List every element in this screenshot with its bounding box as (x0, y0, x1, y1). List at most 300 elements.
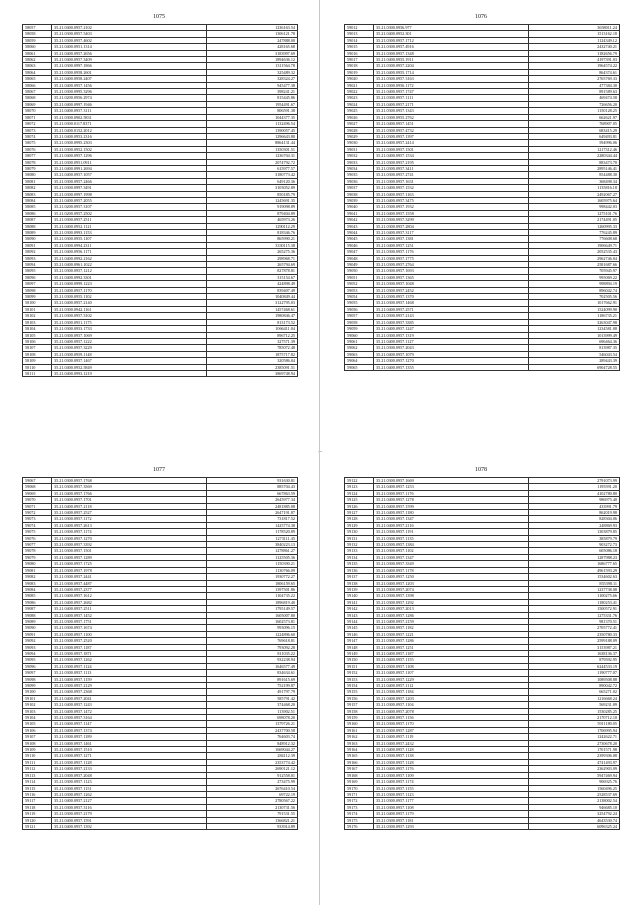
amount-cell: 320586.04 (207, 358, 298, 364)
amount-cell: 615977.57 (207, 165, 298, 171)
amount-cell: 827878.81 (207, 268, 298, 274)
amount-cell: 5911180.05 (529, 721, 620, 727)
row-number-cell: 59162 (345, 734, 374, 740)
amount-cell: 854488.30 (529, 172, 620, 178)
account-code-cell: 35.21.0300.0957.1932 (374, 204, 529, 210)
row-number-cell: 59144 (345, 618, 374, 624)
amount-cell: 1303879.85 (529, 529, 620, 535)
row-number-cell: 59097 (23, 670, 52, 676)
row-number-cell: 59110 (23, 753, 52, 759)
amount-cell: 1132496.54 (207, 121, 298, 127)
amount-cell: 113902.51 (207, 708, 298, 714)
amount-cell: 1500572.91 (529, 606, 620, 612)
amount-cell: 896712.25 (207, 332, 298, 338)
amount-cell: 848912.32 (207, 740, 298, 746)
row-number-cell: 59062 (345, 345, 374, 351)
account-code-cell: 35.21.0300.0957.1177 (374, 798, 529, 804)
account-code-cell: 35.21.0300.0994.2311 (52, 242, 207, 248)
amount-cell: 368498.34 (529, 178, 620, 184)
account-code-cell: 35.21.0400.0957.1472 (52, 708, 207, 714)
account-code-cell: 35.21.0300.0957.4602 (52, 37, 207, 43)
row-number-cell: 58086 (23, 210, 52, 216)
account-code-cell: 35.21.0400.0957.2055 (52, 197, 207, 203)
account-code-cell: 35.21.0300.0957.1775 (374, 255, 529, 261)
account-code-cell: 35.21.0300.0957.1128 (374, 759, 529, 765)
amount-cell: 776608.68 (529, 236, 620, 242)
row-number-cell: 59138 (345, 580, 374, 586)
amount-cell: 667863.59 (207, 490, 298, 496)
row-number-cell: 59030 (345, 140, 374, 146)
row-number-cell: 58108 (23, 351, 52, 357)
account-code-cell: 35.21.0400.0957.1591 (52, 817, 207, 823)
account-code-cell: 35.21.0300.0957.1468 (374, 300, 529, 306)
row-number-cell: 59047 (345, 249, 374, 255)
row-number-cell: 59032 (345, 153, 374, 159)
amount-cell: 1894636.12 (207, 57, 298, 63)
account-code-cell: 35.21.0300.0957.1768 (52, 478, 207, 484)
row-number-cell: 59169 (345, 779, 374, 785)
row-number-cell: 59018 (345, 63, 374, 69)
table-row (345, 364, 620, 370)
amount-cell: 768907.05 (529, 121, 620, 127)
account-code-cell: 35.21.0400.0957.1222 (52, 338, 207, 344)
amount-cell: 2399306.08 (529, 753, 620, 759)
amount-cell: 3869748.94 (207, 370, 298, 376)
row-number-cell: 58081 (23, 178, 52, 184)
amount-cell: 2138002.54 (529, 798, 620, 804)
account-code-cell: 35.21.0400.0957.1456 (52, 82, 207, 88)
row-number-cell: 59088 (23, 612, 52, 618)
account-code-cell: 35.21.0400.0957.1452 (52, 612, 207, 618)
amount-cell: 569231.09 (529, 702, 620, 708)
row-number-cell: 59100 (23, 689, 52, 695)
amount-cell: 2130731.56 (207, 804, 298, 810)
amount-cell: 3254792.24 (529, 811, 620, 817)
row-number-cell: 58065 (23, 76, 52, 82)
amount-cell: 855398.11 (529, 580, 620, 586)
row-number-cell: 59101 (23, 695, 52, 701)
account-code-cell: 35.21.0200.0956.2974 (52, 95, 207, 101)
row-number-cell: 59106 (23, 727, 52, 733)
row-number-cell: 59028 (345, 127, 374, 133)
amount-cell: 2481885.08 (207, 503, 298, 509)
amount-cell: 879592.95 (529, 657, 620, 663)
row-number-cell: 59077 (23, 542, 52, 548)
amount-cell: 665271.02 (529, 689, 620, 695)
account-code-cell: 35.21.0400.0957.1461 (52, 740, 207, 746)
amount-cell: 1457468.61 (207, 306, 298, 312)
page-number: 1076 (475, 14, 487, 20)
account-code-cell: 35.21.0400.0957.1381 (374, 236, 529, 242)
account-code-cell: 35.21.0400.0957.1510 (52, 747, 207, 753)
amount-cell: 605086.18 (529, 548, 620, 554)
row-number-cell: 59096 (23, 663, 52, 669)
amount-cell: 2528537.69 (529, 791, 620, 797)
account-code-cell: 35.21.0400.0957.1163 (374, 191, 529, 197)
amount-cell: 793092.28 (207, 644, 298, 650)
account-code-cell: 35.21.0400.0992.3301 (52, 274, 207, 280)
account-code-cell: 35.21.0400.0957.3111 (52, 108, 207, 114)
account-code-cell: 35.21.0400.0993.1219 (52, 370, 207, 376)
row-number-cell: 59176 (345, 823, 374, 829)
amount-cell: 1217312.46 (529, 146, 620, 152)
row-number-cell: 59121 (23, 823, 52, 829)
row-number-cell: 59086 (23, 599, 52, 605)
row-number-cell: 59056 (345, 306, 374, 312)
amount-cell: 4197391.03 (529, 57, 620, 63)
row-number-cell: 58062 (23, 57, 52, 63)
amount-cell: 1530285.25 (529, 708, 620, 714)
account-code-cell: 35.21.0300.0957.3411 (374, 165, 529, 171)
amount-cell: 1524099.90 (529, 306, 620, 312)
account-code-cell: 35.21.0300.0957.2043 (374, 345, 529, 351)
row-number-cell: 59043 (345, 223, 374, 229)
account-code-cell: 35.21.0400.0957.1725 (52, 561, 207, 567)
amount-cell: 1182656.79 (529, 50, 620, 56)
page-number: 1077 (153, 467, 165, 473)
account-code-cell: 35.21.0300.0957.1151 (52, 785, 207, 791)
account-code-cell: 35.21.0400.0957.2656 (52, 50, 207, 56)
row-number-cell: 59154 (345, 683, 374, 689)
amount-cell: 896042.74 (529, 287, 620, 293)
account-code-cell: 35.21.0400.0957.2159 (374, 618, 529, 624)
row-number-cell: 59067 (23, 478, 52, 484)
amount-cell: 3122795.03 (207, 300, 298, 306)
account-code-cell: 35.21.0400.0957.1180 (374, 510, 529, 516)
amount-cell: 2676410.54 (207, 785, 298, 791)
row-number-cell: 59013 (345, 31, 374, 37)
page-divider-vertical (319, 0, 320, 905)
account-code-cell: 35.21.0400.0957.2171 (374, 101, 529, 107)
row-number-cell: 58101 (23, 306, 52, 312)
account-code-cell: 35.21.0300.0957.1100 (52, 631, 207, 637)
row-number-cell: 59135 (345, 561, 374, 567)
row-number-cell: 59163 (345, 740, 374, 746)
account-code-cell: 35.21.0300.0957.1170 (374, 721, 529, 727)
row-number-cell: 59064 (345, 358, 374, 364)
row-number-cell: 58096 (23, 274, 52, 280)
amount-cell: 4643530.74 (529, 817, 620, 823)
row-number-cell: 59034 (345, 165, 374, 171)
row-number-cell: 58092 (23, 249, 52, 255)
account-code-cell: 35.21.0300.0957.5403 (52, 31, 207, 37)
amount-cell: 69722.19 (207, 791, 298, 797)
row-number-cell: 59082 (23, 574, 52, 580)
account-code-cell: 35.21.0300.0955.1102 (52, 294, 207, 300)
amount-cell: 1906649.71 (529, 242, 620, 248)
account-code-cell: 35.21.0200.0957.2502 (52, 210, 207, 216)
amount-cell: 1124349.12 (529, 37, 620, 43)
row-number-cell: 59146 (345, 631, 374, 637)
row-number-cell: 59112 (23, 766, 52, 772)
row-number-cell: 59133 (345, 548, 374, 554)
amount-cell: 1275331.76 (529, 612, 620, 618)
amount-cell: 328324.27 (207, 76, 298, 82)
amount-cell: 862019.98 (529, 510, 620, 516)
amount-cell: 986975.40 (529, 497, 620, 503)
account-code-cell: 35.21.0300.0957.1109 (374, 772, 529, 778)
row-number-cell: 59055 (345, 300, 374, 306)
account-code-cell: 35.21.0300.0902.5831 (52, 114, 207, 120)
row-number-cell: 59058 (345, 319, 374, 325)
amount-cell: 491797.79 (207, 689, 298, 695)
amount-cell: 284112.39 (207, 753, 298, 759)
row-number-cell: 59075 (23, 529, 52, 535)
amount-cell: 1287988.23 (529, 554, 620, 560)
account-code-cell: 35.21.0400.0957.1179 (374, 811, 529, 817)
amount-cell: 1242622.71 (529, 734, 620, 740)
account-code-cell: 35.21.0300.0957.1128 (52, 759, 207, 765)
amount-cell: 3183997.69 (207, 50, 298, 56)
row-number-cell: 59123 (345, 484, 374, 490)
account-code-cell: 35.21.0400.0957.2127 (52, 798, 207, 804)
account-code-cell: 35.21.0400.0957.2682 (52, 599, 207, 605)
row-number-cell: 59130 (345, 529, 374, 535)
account-code-cell: 35.21.0400.0957.1247 (374, 326, 529, 332)
amount-cell: 1795149.57 (207, 606, 298, 612)
row-number-cell: 58064 (23, 69, 52, 75)
amount-cell: 818346.76 (207, 230, 298, 236)
amount-cell: 791531.55 (207, 811, 298, 817)
row-number-cell: 59026 (345, 114, 374, 120)
amount-cell: 8864131.44 (207, 140, 298, 146)
row-number-cell: 59122 (345, 478, 374, 484)
row-number-cell: 59040 (345, 204, 374, 210)
account-code-cell: 35.21.0200.0957.3107 (52, 204, 207, 210)
account-code-cell: 35.21.0400.0957.3409 (52, 57, 207, 63)
amount-cell: 3658011.24 (529, 25, 620, 31)
account-code-cell: 35.21.0400.0997.1946 (52, 101, 207, 107)
amount-cell: 912558.01 (207, 772, 298, 778)
amount-cell: 1638136.37 (529, 650, 620, 656)
account-code-cell: 35.21.0400.0957.1156 (374, 715, 529, 721)
amount-cell: 477384.30 (529, 82, 620, 88)
row-number-cell: 59105 (23, 721, 52, 727)
row-number-cell: 59120 (23, 817, 52, 823)
amount-cell: 2599188.09 (529, 638, 620, 644)
account-code-cell: 35.21.0300.0957.1751 (52, 618, 207, 624)
row-number-cell: 58077 (23, 153, 52, 159)
row-number-cell: 59035 (345, 172, 374, 178)
amount-cell: 1602573.81 (207, 618, 298, 624)
document-page-4 (322, 453, 640, 905)
amount-cell: 903272.73 (529, 542, 620, 548)
row-number-cell: 58068 (23, 95, 52, 101)
amount-cell: 265794.69 (207, 262, 298, 268)
account-code-cell: 35.21.0300.0957.1293 (374, 823, 529, 829)
amount-cell: 883473.70 (529, 159, 620, 165)
amount-cell: 2353774.42 (207, 759, 298, 765)
account-code-cell: 35.21.0300.0956.977 (374, 25, 529, 31)
account-code-cell: 35.21.0300.0957.1271 (52, 753, 207, 759)
amount-cell: 247888.00 (207, 37, 298, 43)
amount-cell: 998894.19 (529, 281, 620, 287)
amount-cell: 1245691.35 (207, 197, 298, 203)
amount-cell: 315154.67 (207, 274, 298, 280)
amount-cell: 2492067.27 (529, 191, 620, 197)
amount-cell: 2705772.41 (529, 625, 620, 631)
row-number-cell: 59029 (345, 133, 374, 139)
account-code-cell: 35.21.0300.0957.1108 (374, 804, 529, 810)
account-code-cell: 35.21.0300.0957.2441 (52, 574, 207, 580)
row-number-cell: 58083 (23, 191, 52, 197)
row-number-cell: 59108 (23, 740, 52, 746)
amount-cell: 6096325.24 (529, 823, 620, 829)
row-number-cell: 59173 (345, 804, 374, 810)
account-code-cell: 35.21.0300.0957.1631 (374, 178, 529, 184)
account-code-cell: 35.21.0400.0991.2694 (52, 165, 207, 171)
page-number: 1075 (153, 14, 165, 20)
row-number-cell: 58094 (23, 262, 52, 268)
account-code-cell: 35.21.0300.0997.1866 (52, 63, 207, 69)
account-code-cell: 35.21.0400.0957.1289 (52, 554, 207, 560)
account-code-cell: 35.21.0300.0957.1113 (52, 670, 207, 676)
row-number-cell: 58106 (23, 338, 52, 344)
amount-cell: 683415.29 (529, 127, 620, 133)
row-number-cell: 58084 (23, 197, 52, 203)
amount-cell: 2895146.41 (529, 165, 620, 171)
row-number-cell: 59093 (23, 644, 52, 650)
row-number-cell: 59027 (345, 121, 374, 127)
row-number-cell: 59148 (345, 644, 374, 650)
row-number-cell: 59087 (23, 606, 52, 612)
row-number-cell: 58078 (23, 159, 52, 165)
amount-cell: 850185.79 (207, 191, 298, 197)
amount-cell: 1150128.25 (529, 108, 620, 114)
account-code-cell: 35.21.0300.0957.1398 (374, 593, 529, 599)
account-code-cell: 35.21.0300.0957.1048 (374, 281, 529, 287)
row-number-cell: 59172 (345, 798, 374, 804)
account-code-cell: 35.21.0300.0957.1181 (374, 817, 529, 823)
row-number-cell: 59059 (345, 326, 374, 332)
row-number-cell: 59175 (345, 817, 374, 823)
amount-cell: 4741493.97 (529, 759, 620, 765)
amount-cell: 726656.20 (529, 101, 620, 107)
row-number-cell: 59151 (345, 663, 374, 669)
amount-cell: 1701571.98 (529, 747, 620, 753)
amount-cell: 465973.26 (207, 217, 298, 223)
account-code-cell: 35.21.0400.0961.1022 (52, 262, 207, 268)
row-number-cell: 58066 (23, 82, 52, 88)
amount-cell: 1013999.49 (529, 332, 620, 338)
amount-cell: 546043.54 (529, 351, 620, 357)
amount-cell: 906925.76 (529, 779, 620, 785)
row-number-cell: 58089 (23, 230, 52, 236)
amount-cell: 2074792.72 (207, 159, 298, 165)
account-code-cell: 35.21.0300.0957.1287 (374, 727, 529, 733)
account-code-cell: 35.21.0400.0957.2511 (52, 606, 207, 612)
account-code-cell: 35.21.0300.0957.2511 (52, 217, 207, 223)
account-code-cell: 35.21.0400.0999.1223 (52, 281, 207, 287)
account-code-cell: 35.21.0400.0957.1128 (374, 747, 529, 753)
account-code-cell: 35.21.0400.0957.1057 (52, 172, 207, 178)
amount-cell: 785072.48 (207, 345, 298, 351)
row-number-cell: 58074 (23, 133, 52, 139)
amount-cell: 1964574.22 (529, 63, 620, 69)
table-row (345, 823, 620, 829)
row-number-cell: 58105 (23, 332, 52, 338)
account-code-cell: 35.21.0400.0957.1558 (374, 210, 529, 216)
row-number-cell: 59046 (345, 242, 374, 248)
amount-cell: 3153987.21 (529, 644, 620, 650)
amount-cell: 6904728.55 (529, 364, 620, 370)
account-code-cell: 35.21.0300.0957.3299 (374, 217, 529, 223)
row-number-cell: 59094 (23, 650, 52, 656)
row-number-cell: 59092 (23, 638, 52, 644)
account-code-cell: 35.21.0400.0957.1170 (52, 287, 207, 293)
document-page-2 (322, 0, 640, 452)
account-code-cell: 35.21.0300.0957.1347 (374, 554, 529, 560)
account-code-cell: 35.21.0300.0957.1221 (374, 631, 529, 637)
row-number-cell: 59023 (345, 95, 374, 101)
row-number-cell: 58057 (23, 25, 52, 31)
amount-cell: 931630.81 (207, 478, 298, 484)
account-code-cell: 35.21.0400.0957.1251 (374, 644, 529, 650)
amount-cell: 248869.93 (529, 522, 620, 528)
account-code-cell: 35.21.0400.0957.1243 (52, 702, 207, 708)
account-code-cell: 35.21.0300.0957.1347 (374, 516, 529, 522)
amount-cell: 1930772.27 (207, 574, 298, 580)
account-code-cell: 35.21.0300.0957.1176 (374, 249, 529, 255)
account-code-cell: 35.21.0300.0957.1155 (374, 785, 529, 791)
amount-cell: 649493.81 (529, 133, 620, 139)
row-number-cell: 59085 (23, 593, 52, 599)
account-code-cell: 35.21.0300.0957.1370 (374, 294, 529, 300)
row-number-cell: 59021 (345, 82, 374, 88)
amount-cell: 981370.51 (529, 618, 620, 624)
amount-cell: 289443.39 (529, 358, 620, 364)
row-number-cell: 59051 (345, 274, 374, 280)
account-code-cell: 35.21.0300.0995.3296 (52, 89, 207, 95)
amount-cell: 828304.06 (529, 516, 620, 522)
row-number-cell: 59118 (23, 804, 52, 810)
account-code-cell: 35.21.0400.0957.1532 (374, 185, 529, 191)
account-code-cell: 35.21.0300.0957.1501 (52, 548, 207, 554)
amount-cell: 3840223.13 (207, 542, 298, 548)
account-code-cell: 35.21.0400.0957.1176 (374, 766, 529, 772)
row-number-cell: 59159 (345, 715, 374, 721)
account-code-cell: 35.21.0400.0957.2571 (374, 306, 529, 312)
amount-cell: 1605975.64 (529, 197, 620, 203)
row-number-cell: 59025 (345, 108, 374, 114)
account-code-cell: 35.21.0300.0957.3392 (52, 542, 207, 548)
row-number-cell: 58100 (23, 300, 52, 306)
row-number-cell: 59052 (345, 281, 374, 287)
amount-cell: 919098.89 (207, 204, 298, 210)
row-number-cell: 59076 (23, 535, 52, 541)
amount-cell: 374468.20 (207, 702, 298, 708)
row-number-cell: 59019 (345, 69, 374, 75)
amount-cell: 1180253.41 (529, 599, 620, 605)
amount-cell: 1513162.18 (529, 31, 620, 37)
row-number-cell: 59147 (345, 638, 374, 644)
amount-cell: 1350301.51 (207, 146, 298, 152)
row-number-cell: 59045 (345, 236, 374, 242)
row-number-cell: 59074 (23, 522, 52, 528)
account-code-cell: 35.21.0300.0957.2013 (374, 606, 529, 612)
amount-cell: 385879.79 (529, 535, 620, 541)
row-number-cell: 59098 (23, 676, 52, 682)
account-code-cell: 35.21.0300.0957.1467 (52, 358, 207, 364)
account-code-cell: 35.21.0400.0957.1203 (374, 695, 529, 701)
row-number-cell: 58097 (23, 281, 52, 287)
amount-cell: 1130766.09 (207, 567, 298, 573)
row-number-cell: 59084 (23, 586, 52, 592)
row-number-cell: 59126 (345, 503, 374, 509)
row-number-cell: 59079 (23, 554, 52, 560)
account-code-cell: 35.21.0300.0997.3491 (52, 185, 207, 191)
row-number-cell: 59091 (23, 631, 52, 637)
